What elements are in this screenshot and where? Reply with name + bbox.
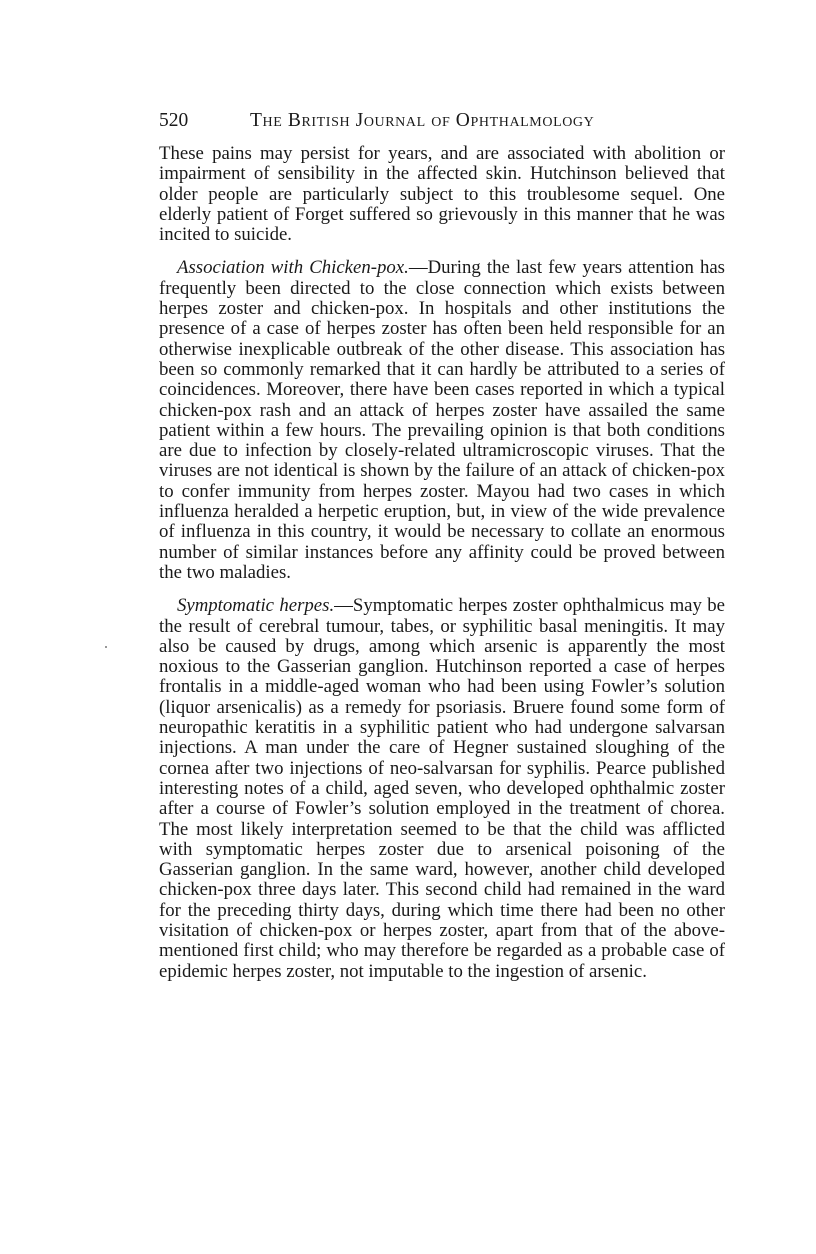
paragraph-text: —During the last few years attention has frequently been directed to the close connection which exists between herpes zoster and chicken-pox. In hospitals and other institutions the presence of a case of herpes zoster has often been held responsible for an otherwise inexplicable outbreak of the other disease. This association has been so commonly remarked that it can hardly be attributed to a series of coincidences. Moreover, there have been cases reported in which a typical chicken-pox rash and an attack of herpes zoster have assailed the same patient within a few hours. The prevailing opinion is that both conditions are due to infection by closely-related ultramicroscopic viruses. That the viruses are not identical is shown by the failure of an attack of chicken-pox to confer immunity from herpes zoster. Mayou had two cases in which influenza heralded a herpetic eruption, but, in view of the wide prevalence of influenza in this country, it would be necessary to collate an enormous number of similar instances before any affinity could be proved between the two maladies. [159,257,725,583]
article-body [159,144,725,982]
section-heading-association: Association with Chicken-pox. [177,257,409,279]
section-heading-symptomatic: Symptomatic herpes. [177,595,335,617]
paragraph-text: —Symptomatic herpes zoster ophthalmicus may be the result of cerebral tumour, tabes, or syphilitic basal meningitis. It may also be caused by drugs, among which arsenic is apparently the most noxious to the Gasserian ganglion. Hutchinson reported a case of herpes frontalis in a middle-aged woman who had been using Fowler’s solution (liquor arsenicalis) as a remedy for psoriasis. Bruere found some form of neuropathic keratitis in a syphilitic patient who had undergone salvarsan injections. A man under the care of Hegner sustained sloughing of the cornea after two injections of neo-salvarsan for syphilis. Pearce published interesting notes of a child, aged seven, who developed ophthalmic zoster after a course of Fowler’s solution employed in the treatment of chorea. The most likely interpretation seemed to be that the child was afflicted with symptomatic herpes zoster due to arsenical poisoning of the Gasserian ganglion. In the same ward, however, another child developed chicken-pox three days later. This second child had remained in the ward for the preceding thirty days, during which time there had been no other visitation of chicken-pox or herpes zoster, apart from that of the above-mentioned first child; who may therefore be regarded as a probable case of epidemic herpes zoster, not imputable to the ingestion of arsenic. [159,595,725,982]
margin-speck [105,646,107,648]
page-header [159,110,725,136]
paragraph-symptomatic-herpes [159,596,725,982]
page-number: 520 [159,110,189,131]
paragraph-text: These pains may persist for years, and are associated with abolition or impairment of sensibility in the affected skin. Hutchinson believed that older people are particularly subject to this troublesome sequel. One elderly patient of Forget suffered so grievously in this manner that he was incited to suicide. [159,143,725,246]
paragraph-post-herpetic-pain [159,144,725,245]
running-title: The British Journal of Ophthalmology [250,110,595,131]
paragraph-association-chicken-pox [159,258,725,583]
